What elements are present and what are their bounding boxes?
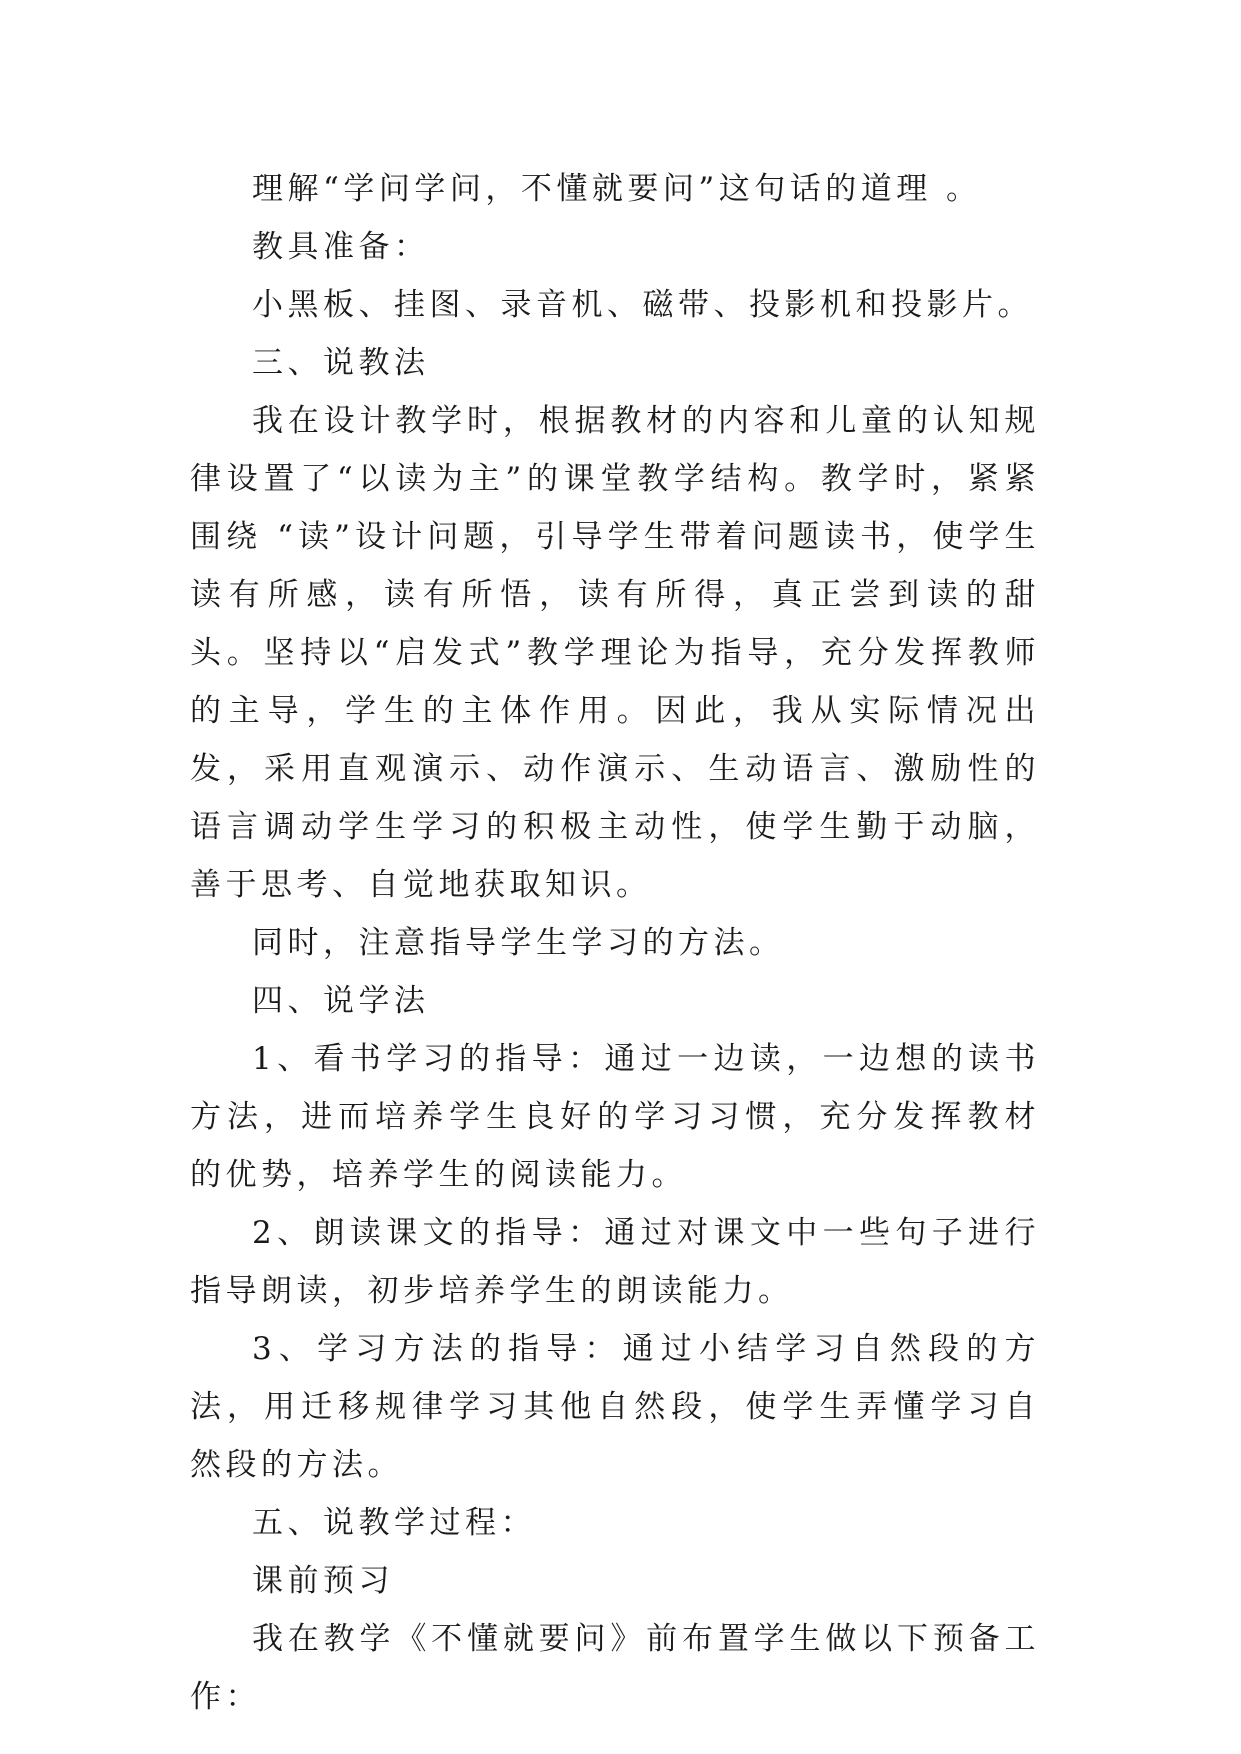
paragraph-teaching-method: 我在设计教学时，根据教材的内容和儿童的认知规律设置了“以读为主”的课堂教学结构。教学时，紧紧围绕 “读”设计问题，引导学生带着问题读书，使学生读有所感，读有所悟，读有所得，真正尝到读的甜头。坚持以“启发式”教学理论为指导，充分发挥教师的主导，学生的主体作用。因此，我从实际情况出发，采用直观演示、动作演示、生动语言、激励性的语言调动学生学习的积极主动性，使学生勤于动脑，善于思考、自觉地获取知识。 [190, 403, 1040, 903]
paragraph-teaching-aids-list: 小黑板、挂图、录音机、磁带、投影机和投影片。 [252, 287, 1033, 323]
paragraph-learning-method-2: 2、朗读课文的指导：通过对课文中一些句子进行指导朗读，初步培养学生的朗读能力。 [190, 1215, 1040, 1309]
paragraph-learning-guidance: 同时，注意指导学生学习的方法。 [252, 925, 785, 961]
subheading-preview: 课前预习 [252, 1563, 394, 1599]
paragraph-teaching-aids-heading: 教具准备： [252, 229, 430, 265]
section-heading-teaching-method: 三、说教法 [252, 345, 430, 381]
paragraph-learning-method-1: 1、看书学习的指导：通过一边读，一边想的读书方法，进而培养学生良好的学习习惯，充分发挥教材的优势，培养学生的阅读能力。 [190, 1041, 1040, 1193]
section-heading-teaching-process: 五、说教学过程： [252, 1505, 536, 1541]
paragraph-preview-tasks: 我在教学《不懂就要问》前布置学生做以下预备工作： [190, 1621, 1040, 1715]
document-body [190, 160, 1040, 1726]
section-heading-learning-method: 四、说学法 [252, 983, 430, 1019]
paragraph-goal: 理解“学问学问，不懂就要问”这句话的道理 。 [252, 171, 982, 207]
paragraph-learning-method-3: 3、学习方法的指导：通过小结学习自然段的方法，用迁移规律学习其他自然段，使学生弄懂学习自然段的方法。 [190, 1331, 1040, 1483]
